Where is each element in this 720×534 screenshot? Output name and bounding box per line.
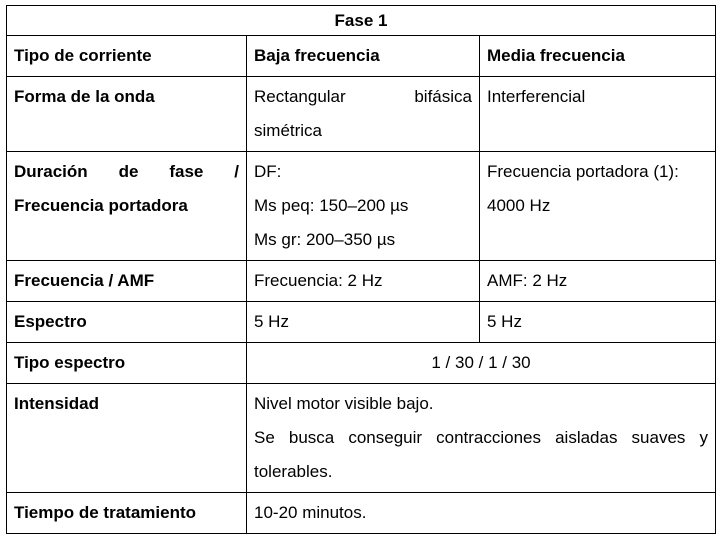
- intensity-line1: Nivel motor visible bajo.: [254, 394, 434, 413]
- header-row: [7, 36, 716, 77]
- intensity-line3: tolerables.: [254, 462, 333, 481]
- row-waveform: [7, 77, 716, 152]
- spectrum-mid: 5 Hz: [480, 302, 716, 343]
- treatment-parameters-table: [6, 5, 716, 534]
- phase-duration-low-line2: Ms peq: 150–200 µs: [254, 196, 409, 215]
- table-title: Fase 1: [7, 6, 716, 36]
- header-medium-frequency: Media frecuencia: [480, 36, 716, 77]
- intensity-line2: Se busca conseguir contracciones aisladas suaves y: [254, 428, 709, 447]
- row-spectrum-type: [7, 343, 716, 384]
- row-treatment-time: [7, 493, 716, 534]
- phase-duration-low-line3: Ms gr: 200–350 µs: [254, 230, 396, 249]
- phase-duration-label-line1: Duración de fase /: [14, 162, 239, 181]
- phase-duration-mid-cell: [480, 152, 716, 261]
- waveform-mid: Interferencial: [480, 77, 716, 152]
- treatment-time-value: 10-20 minutos.: [247, 493, 716, 534]
- title-row: [7, 6, 716, 36]
- phase-duration-label-line2: Frecuencia portadora: [14, 196, 188, 215]
- intensity-label: Intensidad: [7, 384, 247, 493]
- spectrum-label: Espectro: [7, 302, 247, 343]
- row-spectrum: [7, 302, 716, 343]
- treatment-time-label: Tiempo de tratamiento: [7, 493, 247, 534]
- spectrum-low: 5 Hz: [247, 302, 480, 343]
- waveform-low-line1: Rectangular bifásica: [254, 87, 472, 106]
- frequency-low: Frecuencia: 2 Hz: [247, 261, 480, 302]
- waveform-label: Forma de la onda: [7, 77, 247, 152]
- waveform-low-line2: simétrica: [254, 121, 323, 140]
- row-phase-duration: [7, 152, 716, 261]
- phase-duration-label-cell: [7, 152, 247, 261]
- spectrum-type-value: 1 / 30 / 1 / 30: [247, 343, 716, 384]
- header-current-type: Tipo de corriente: [7, 36, 247, 77]
- row-intensity: [7, 384, 716, 493]
- row-frequency: [7, 261, 716, 302]
- phase-duration-mid-line1: Frecuencia portadora (1):: [487, 162, 679, 181]
- frequency-mid: AMF: 2 Hz: [480, 261, 716, 302]
- phase-duration-low-cell: [247, 152, 480, 261]
- waveform-low-cell: [247, 77, 480, 152]
- header-low-frequency: Baja frecuencia: [247, 36, 480, 77]
- phase-duration-low-line1: DF:: [254, 162, 282, 181]
- intensity-cell: [247, 384, 716, 493]
- spectrum-type-label: Tipo espectro: [7, 343, 247, 384]
- frequency-label: Frecuencia / AMF: [7, 261, 247, 302]
- phase-duration-mid-line2: 4000 Hz: [487, 196, 551, 215]
